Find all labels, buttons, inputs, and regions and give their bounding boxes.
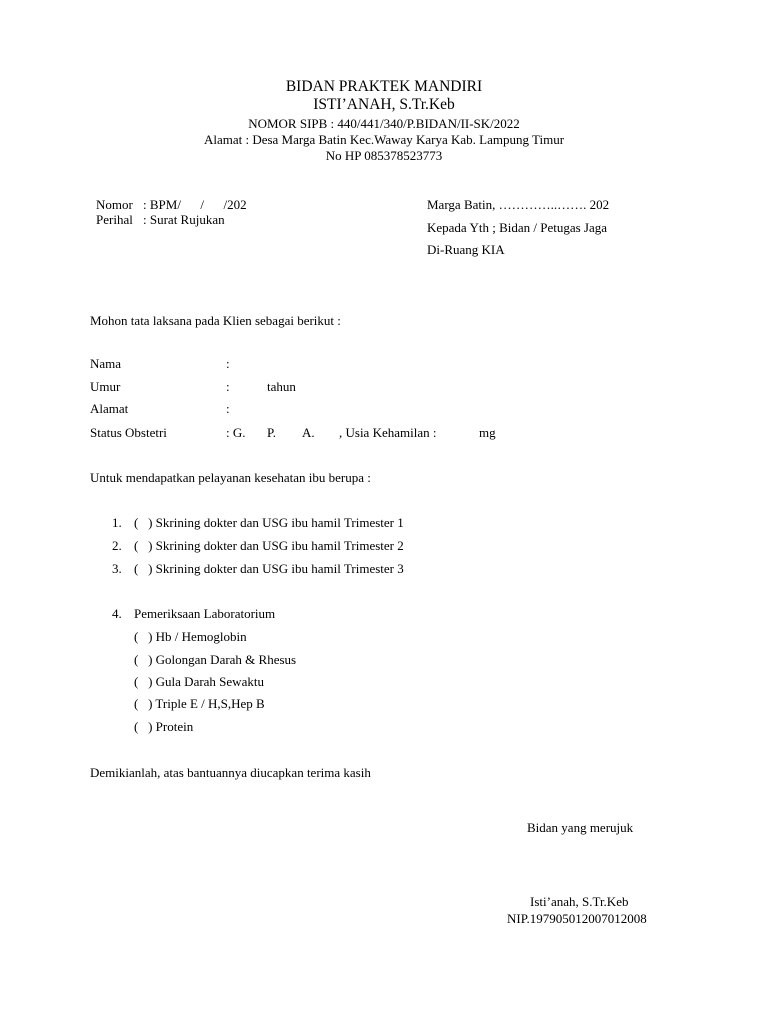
intro-text: Mohon tata laksana pada Klien sebagai berikut : [90,313,341,328]
nomor-label: Nomor [96,197,133,212]
perihal-label: Perihal [96,212,133,227]
perihal-value: : Surat Rujukan [143,212,225,227]
field-nama-colon: : [226,356,230,371]
header-title: BIDAN PRAKTEK MANDIRI [285,78,483,95]
field-alamat-label: Alamat [90,401,129,416]
field-alamat-colon: : [226,401,230,416]
service-num: 1. [112,515,122,530]
service-item: ( ) Skrining dokter dan USG ibu hamil Trimester 1 [134,515,404,530]
lab-num: 4. [112,606,122,621]
signature-nip: NIP.197905012007012008 [507,911,647,926]
service-item: ( ) Skrining dokter dan USG ibu hamil Trimester 3 [134,561,404,576]
service-num: 3. [112,561,122,576]
lab-item: ( ) Gula Darah Sewaktu [134,674,264,689]
header-name: ISTI’ANAH, S.Tr.Keb [313,96,455,113]
recipient-line: Kepada Yth ; Bidan / Petugas Jaga [427,220,608,235]
field-usia-unit: mg [479,425,496,440]
nomor-value: : BPM/ / /202 [143,197,247,212]
service-num: 2. [112,538,122,553]
field-status-a: A. [302,425,315,440]
lab-item: ( ) Golongan Darah & Rhesus [134,652,297,667]
field-status-p: P. [267,425,277,440]
lab-title: Pemeriksaan Laboratorium [134,606,276,621]
lab-item: ( ) Hb / Hemoglobin [134,629,247,644]
field-umur-colon: : [226,379,230,394]
place-line: Di-Ruang KIA [427,242,505,257]
header-address: Alamat : Desa Marga Batin Kec.Waway Karya Kab. Lampung Timur [203,132,565,147]
signature-name: Isti’anah, S.Tr.Keb [530,894,629,909]
field-status-label: Status Obstetri [90,425,167,440]
service-intro: Untuk mendapatkan pelayanan kesehatan ibu berupa : [90,470,371,485]
service-item: ( ) Skrining dokter dan USG ibu hamil Trimester 2 [134,538,404,553]
signature-role: Bidan yang merujuk [527,820,634,835]
lab-item: ( ) Triple E / H,S,Hep B [134,696,265,711]
header-sipb: NOMOR SIPB : 440/441/340/P.BIDAN/II-SK/2022 [248,116,520,131]
field-umur-unit: tahun [267,379,296,394]
field-status-g: : G. [226,425,246,440]
field-umur-label: Umur [90,379,121,394]
field-usia-label: , Usia Kehamilan : [339,425,437,440]
date-line: Marga Batin, …………..……. 202 [427,197,610,212]
header-phone: No HP 085378523773 [325,148,443,163]
closing-text: Demikianlah, atas bantuannya diucapkan terima kasih [90,765,371,780]
lab-item: ( ) Protein [134,719,194,734]
field-nama-label: Nama [90,356,122,371]
